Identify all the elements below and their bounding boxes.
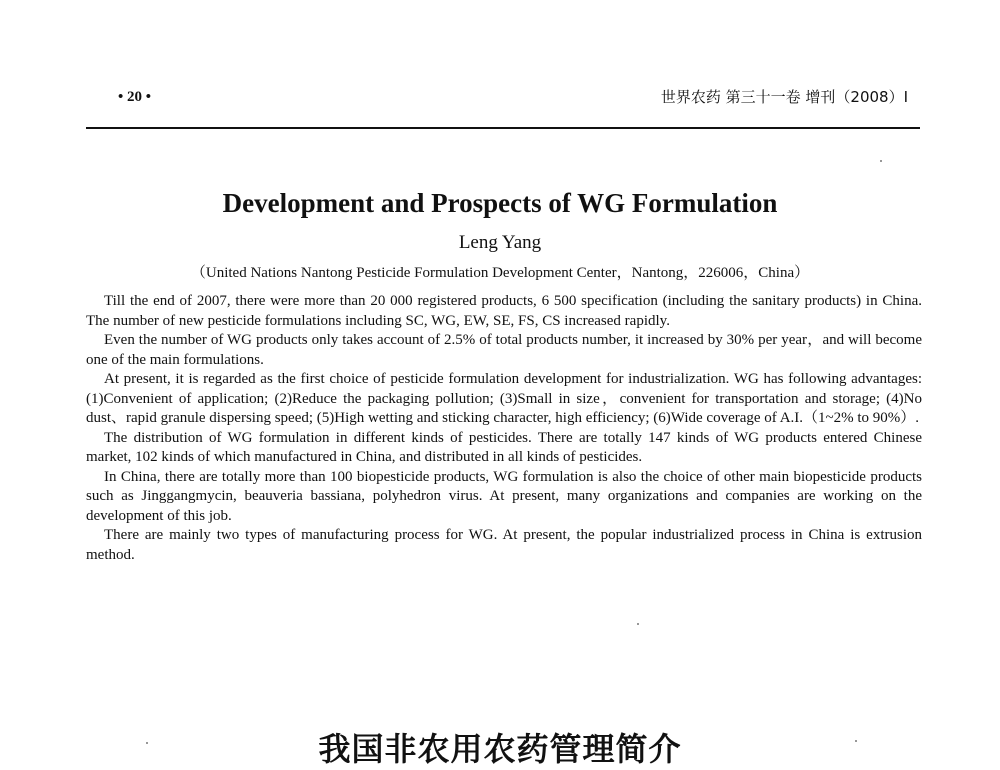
header-rule <box>86 127 920 129</box>
article-author: Leng Yang <box>458 232 542 253</box>
running-head: 世界农药 第三十一卷 增刊（2008）Ⅰ <box>660 88 908 106</box>
page-number: • 20 • <box>118 89 152 105</box>
article-body <box>86 292 922 565</box>
scan-speck <box>855 740 857 742</box>
body-paragraph: Even the number of WG products only takes account of 2.5% of total products number, it increased by 30% per year，and will become one of the main formulations. <box>86 332 922 368</box>
scan-speck <box>880 160 882 162</box>
body-paragraph: There are mainly two types of manufacturing process for WG. At present, the popular industrialized process in China is extrusion method. <box>86 527 922 563</box>
next-article-title: 我国非农用农药管理简介 <box>318 730 682 768</box>
scan-speck <box>637 623 639 625</box>
body-paragraph: Till the end of 2007, there were more than 20 000 registered products, 6 500 specification (including the sanitary products) in China. The number of new pesticide formulations including SC, WG, EW, SE, FS, CS increased rapidly. <box>86 293 922 329</box>
article-affiliation: （United Nations Nantong Pesticide Formulation Development Center，Nantong，226006，China） <box>190 265 810 281</box>
article-title: Development and Prospects of WG Formulation <box>222 188 778 218</box>
body-paragraph: The distribution of WG formulation in different kinds of pesticides. There are totally 147 kinds of WG products entered Chinese market, 102 kinds of which manufactured in China, and distributed in all kinds of pesticides. <box>86 429 922 465</box>
scan-speck <box>146 742 148 744</box>
body-paragraph: At present, it is regarded as the first choice of pesticide formulation development for industrialization. WG has following advantages:(1)Convenient of application; (2)Reduce the packaging pollution; (3)Small in size，convenient for transportation and storage; (4)No dust、rapid granule dispersing speed; (5)High wetting and sticking character, high efficiency; (6)Wide coverage of A.I.（1~2% to 90%）. <box>86 371 922 426</box>
body-paragraph: In China, there are totally more than 100 biopesticide products, WG formulation is also the choice of other main biopesticide products such as Jinggangmycin, beauveria bassiana, polyhedron virus. At present, many organizations and companies are working on the development of this job. <box>86 468 922 524</box>
